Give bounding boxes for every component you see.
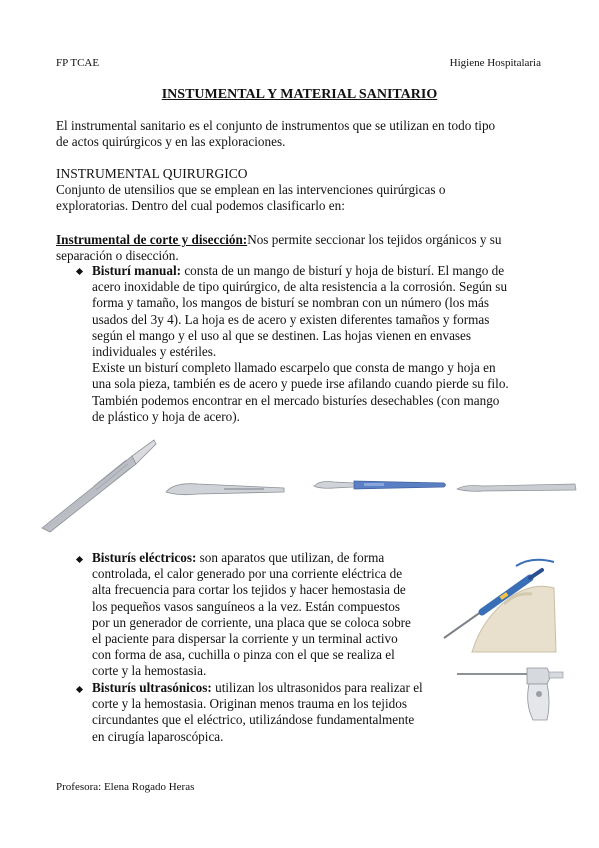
bisturis-ultrasonicos-line: corte y la hemostasia. Originan menos trauma en los tejidos <box>92 696 407 712</box>
bisturi-manual-line: acero inoxidable de tipo quirúrgico, de alta resistencia a la corrosión. Según su <box>92 279 508 295</box>
bisturis-ultrasonicos-first: utilizan los ultrasonidos para realizar el <box>211 680 423 695</box>
bisturis-ultrasonicos-term: Bisturís ultrasónicos: <box>92 680 212 695</box>
scalpel-blade-image <box>164 478 290 502</box>
bisturis-electricos-line: alta frecuencia para cortar los tejidos y hacer hemostasia de <box>92 582 406 598</box>
bisturi-manual-term: Bisturí manual: <box>92 263 182 278</box>
header-left: FP TCAE <box>56 57 100 69</box>
intro-line: El instrumental sanitario es el conjunto de instrumentos que se utilizan en todo tipo <box>56 118 496 133</box>
bisturis-ultrasonicos-line: circundantes que el eléctrico, utilizándose fundamentalmente <box>92 712 415 728</box>
footer-teacher: Profesora: Elena Rogado Heras <box>56 781 195 793</box>
scalpel-one-piece-image <box>455 480 579 496</box>
bisturi-manual-line: usados del 3y 4). La hoja es de acero y existen diferentes tamaños y formas <box>92 311 490 327</box>
category-block <box>56 232 546 264</box>
bisturi-manual-block <box>92 263 554 425</box>
intro-paragraph <box>56 118 546 150</box>
bisturis-electricos-line: controlada, el calor generado por una corriente eléctrica de <box>92 566 403 582</box>
category-text: Nos permite seccionar los tejidos orgánicos y su <box>247 232 502 247</box>
bisturis-electricos-block <box>92 550 452 680</box>
disposable-scalpel-image <box>312 474 448 496</box>
bisturis-electricos-line: por un generador de corriente, una placa que se coloca sobre <box>92 614 411 630</box>
bullet-icon <box>76 686 83 693</box>
bisturi-manual-line: Existe un bisturí completo llamado escarpelo que consta de mango y hoja en <box>92 360 496 376</box>
ultrasonic-scalpel-image <box>455 664 565 726</box>
section-line: exploratorias. Dentro del cual podemos clasificarlo en: <box>56 198 345 213</box>
bisturi-manual-line: individuales y estériles. <box>92 344 217 360</box>
section-block <box>56 166 546 214</box>
intro-line: de actos quirúrgicos y en las exploraciones. <box>56 134 286 149</box>
electric-scalpel-image <box>442 548 558 654</box>
bullet-icon <box>76 268 83 275</box>
bullet-icon <box>76 556 83 563</box>
bisturi-manual-first: consta de un mango de bisturí y hoja de bisturí. El mango de <box>181 263 505 278</box>
page-title: INSTUMENTAL Y MATERIAL SANITARIO <box>161 87 438 102</box>
bisturi-manual-line: una sola pieza, también es de acero y puede irse afilando cuando pierde su filo. <box>92 376 509 392</box>
scalpel-handle-image <box>36 436 166 536</box>
bisturi-manual-line: forma y tamaño, los mangos de bisturí se nombran con un número (los más <box>92 295 490 311</box>
category-label: Instrumental de corte y disección: <box>56 232 248 247</box>
bisturis-electricos-term: Bisturís eléctricos: <box>92 550 197 565</box>
bisturis-electricos-line: corte y la hemostasia. <box>92 663 207 679</box>
bisturis-electricos-line: el paciente para dispersar la corriente y un terminal activo <box>92 631 398 647</box>
bisturi-manual-line: de plástico y hoja de acero). <box>92 408 240 424</box>
bisturis-ultrasonicos-block <box>92 680 462 745</box>
category-line: separación o disección. <box>56 248 179 263</box>
bisturi-manual-line: También podemos encontrar en el mercado bisturíes desechables (con mango <box>92 392 500 408</box>
header-right: Higiene Hospitalaria <box>449 57 541 69</box>
bisturis-electricos-line: los pequeños vasos sanguíneos a la vez. Están compuestos <box>92 598 401 614</box>
bisturi-manual-line: según el mango y el uso al que se destinen. Las hojas vienen en envases <box>92 327 472 343</box>
section-line: Conjunto de utensilios que se emplean en las intervenciones quirúrgicas o <box>56 182 446 197</box>
section-heading: INSTRUMENTAL QUIRURGICO <box>56 166 248 181</box>
bisturis-electricos-first: son aparatos que utilizan, de forma <box>196 550 385 565</box>
bisturis-ultrasonicos-line: en cirugía laparoscópica. <box>92 728 224 744</box>
bisturis-electricos-line: con forma de asa, cuchilla o pinza con el que se realiza el <box>92 647 395 663</box>
